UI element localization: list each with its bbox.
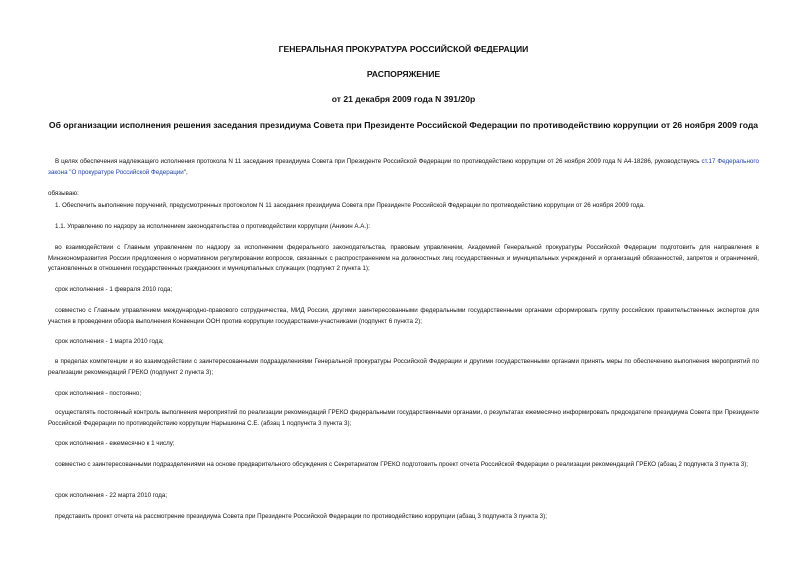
law-link-suffix: "	[183, 168, 186, 176]
task-paragraph: осуществлять постоянный контроль выполнения мероприятий по реализации рекомендаций ГРЕКО федеральными государственными органами, о результатах ежемесячно информировать председателе президиума Совета при Президенте Российской Федерации по противодействию коррупции Нарышкина С.Е. (абзац 1 подпункта 3 пункта 3);	[48, 409, 759, 427]
deadline-line: срок исполнения - 1 марта 2010 года;	[55, 338, 164, 345]
document-type-heading: РАСПОРЯЖЕНИЕ	[366, 69, 441, 79]
deadline-line: срок исполнения - 22 марта 2010 года;	[55, 492, 168, 499]
obligation-word: обязываю:	[48, 190, 79, 197]
item-1: 1. Обеспечить выполнение поручений, предусмотренных протоколом N 11 заседания президиума Совета при Президенте Российской Федерации по противодействию коррупции от 26 ноября 2009 года.	[55, 202, 645, 209]
task-paragraph: во взаимодействии с Главным управлением по надзору за исполнением федерального законодательства, правовым управлением, Академией Генеральной прокуратуры Российской Федерации подготовить для направления в Минэкономразвития России предложения о нормативном регулировании вопросов, связанных с распространением на должностных лиц государственных и муниципальных учреждений и организаций обязанностей, запретов и ограничений, установленных в отношении государственных гражданских и муниципальных служащих (подпункт 2 пункта 1);	[48, 244, 759, 272]
deadline-line: срок исполнения - постоянно;	[55, 390, 142, 397]
task-paragraph: совместно с заинтересованными подразделениями на основе предварительного обсуждения с Секретариатом ГРЕКО подготовить проект отчета Российской Федерации о реализации рекомендаций ГРЕКО (абзац 2 подпункта 3 пункта 3);	[55, 461, 749, 468]
date-number-heading: от 21 декабря 2009 года N 391/20р	[331, 94, 476, 104]
preamble-paragraph	[48, 157, 759, 178]
preamble-text: В целях обеспечения надлежащего исполнения протокола N 11 заседания президиума Совета при Президенте Российской Федерации по противодействию коррупции от 26 ноября 2009 года N А4-18286, руководствуясь	[55, 158, 702, 165]
organization-heading: ГЕНЕРАЛЬНАЯ ПРОКУРАТУРА РОССИЙСКОЙ ФЕДЕРАЦИИ	[278, 44, 529, 54]
task-paragraph: совместно с Главным управлением международно-правового сотрудничества, МИД России, другими заинтересованными федеральными государственными органами сформировать группу российских правительственных экспертов для участия в проведении обзора выполнения Конвенции ООН против коррупции государствами-участниками (подпункт 6 пункта 2);	[48, 307, 759, 325]
article-17-link[interactable]: ст.17	[701, 158, 716, 165]
item-1-1: 1.1. Управлению по надзору за исполнением законодательства о противодействии коррупции (Аникин А.А.):	[55, 223, 371, 230]
preamble-end: ,	[185, 168, 188, 176]
federal-law-link[interactable]: Федерального закона "	[48, 158, 759, 176]
task-paragraph: в пределах компетенции и во взаимодействии с заинтересованными подразделениями Генеральной прокуратуры Российской Федерации и другими государственными органами принять меры по обеспечению выполнения мероприятий по реализации рекомендаций ГРЕКО (подпункт 2 пункта 3);	[48, 358, 759, 376]
document-title: Об организации исполнения решения заседания президиума Совета при Президенте Российской Федерации по противодействию коррупции от 26 ноября 2009 года	[48, 120, 759, 130]
deadline-line: срок исполнения - ежемесячно к 1 числу;	[55, 440, 175, 447]
task-paragraph: представить проект отчета на рассмотрение президиума Совета при Президенте Российской Федерации по противодействию коррупции (абзац 3 подпункта 3 пункта 3);	[55, 513, 547, 520]
deadline-line: срок исполнения - 1 февраля 2010 года;	[55, 286, 173, 293]
prosecutor-law-link[interactable]: О прокуратуре Российской Федерации	[71, 168, 184, 176]
